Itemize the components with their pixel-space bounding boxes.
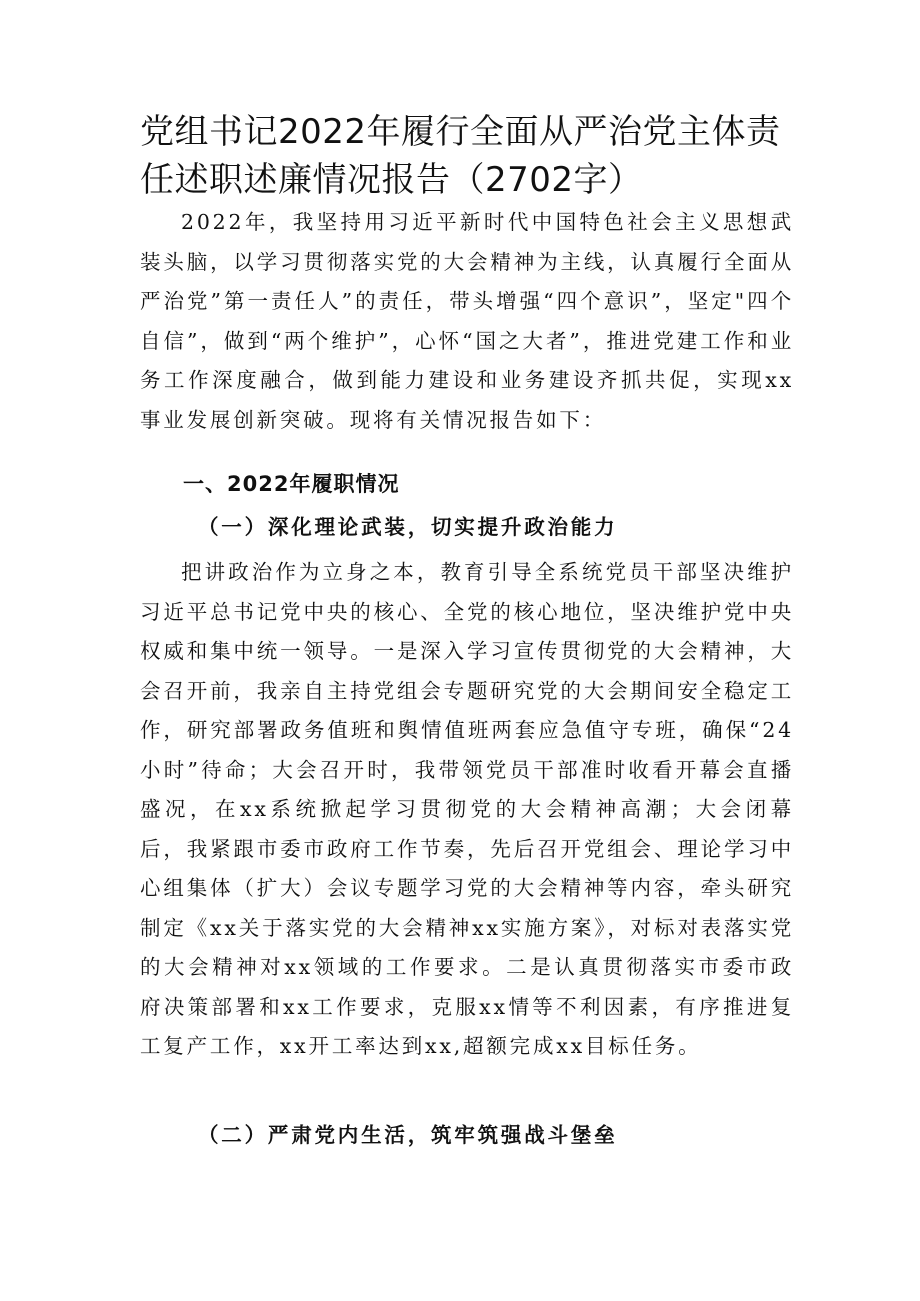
document-title: 党组书记2022年履行全面从严治党主体责任述职述廉情况报告（2702字） — [140, 112, 781, 200]
intro-paragraph: 2022年，我坚持用习近平新时代中国特色社会主义思想武装头脑，以学习贯彻落实党的大会精神为主线，认真履行全面从严治党”第一责任人”的责任，带头增强“四个意识”，坚定"四个自信”，做到“两个维护”，心怀“国之大者”，推进党建工作和业务工作深度融合，做到能力建设和业务建设齐抓共促，实现xx事业发展创新突破。现将有关情况报告如下： — [140, 210, 794, 432]
subsection-paragraph-theory: 把讲政治作为立身之本，教育引导全系统党员干部坚决维护习近平总书记党中央的核心、全党的核心地位，坚决维护党中央权威和集中统一领导。一是深入学习宣传贯彻党的大会精神，大会召开前，我亲自主持党组会专题研究党的大会期间安全稳定工作，研究部署政务值班和舆情值班两套应急值守专班，确保“24小时”待命；大会召开时，我带领党员干部准时收看开幕会直播盛况，在xx系统掀起学习贯彻党的大会精神高潮；大会闭幕后，我紧跟市委市政府工作节奏，先后召开党组会、理论学习中心组集体（扩大）会议专题学习党的大会精神等内容，牵头研究制定《xx关于落实党的大会精神xx实施方案》，对标对表落实党的大会精神对xx领域的工作要求。二是认真贯彻落实市委市政府决策部署和xx工作要求，克服xx情等不利因素，有序推进复工复产工作，xx开工率达到xx,超额完成xx目标任务。 — [140, 560, 794, 1058]
subsection-heading-theory: （一）深化理论武装，切实提升政治能力 — [198, 515, 618, 539]
section-heading-performance: 一、2022年履职情况 — [183, 472, 400, 496]
subsection-heading-party-life: （二）严肃党内生活，筑牢筑强战斗堡垒 — [198, 1123, 618, 1147]
